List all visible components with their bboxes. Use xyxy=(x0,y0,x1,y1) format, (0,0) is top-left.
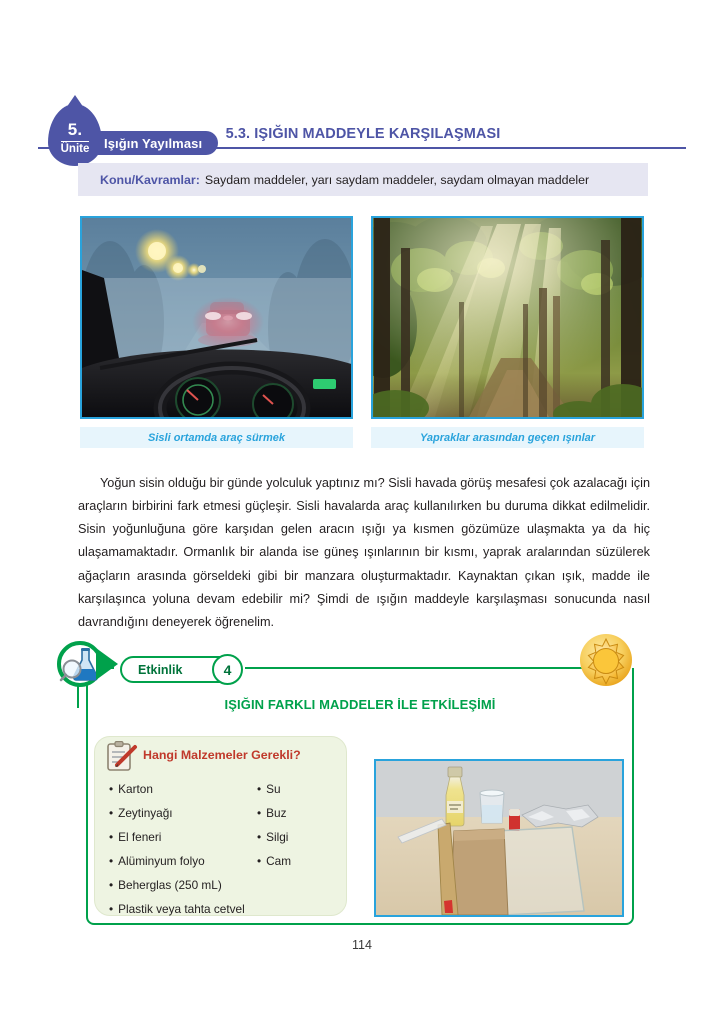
materials-column-right xyxy=(257,777,341,921)
cardboard xyxy=(450,829,508,915)
unit-word: Ünite xyxy=(60,142,90,155)
concepts-bar xyxy=(78,163,648,196)
materials-heading-text: Hangi Malzemeler Gerekli? xyxy=(143,748,301,762)
list-item xyxy=(257,849,341,873)
list-item-label: Silgi xyxy=(266,830,289,844)
activity-emblem-stem xyxy=(77,686,79,708)
list-item xyxy=(257,825,341,849)
bullet-icon: • xyxy=(257,830,262,844)
bullet-icon: • xyxy=(109,782,114,796)
materials-column-left xyxy=(109,777,257,921)
list-item-label: Su xyxy=(266,782,281,796)
activity-number-badge: 4 xyxy=(212,654,243,685)
list-item xyxy=(109,825,257,849)
bullet-icon: • xyxy=(109,830,114,844)
concepts-label: Konu/Kavramlar: xyxy=(100,172,200,187)
list-item-label: Buz xyxy=(266,806,287,820)
bullet-icon: • xyxy=(109,878,114,892)
list-item-label: Zeytinyağı xyxy=(118,806,173,820)
list-item xyxy=(109,801,257,825)
materials-card xyxy=(94,736,347,916)
bullet-icon: • xyxy=(257,854,262,868)
bullet-icon: • xyxy=(109,806,114,820)
activity-label: Etkinlik xyxy=(138,662,183,677)
sun-icon-glyph xyxy=(579,633,633,687)
figure-caption-right: Yapraklar arasından geçen ışınlar xyxy=(371,427,644,448)
activity-materials-photo xyxy=(374,759,624,917)
materials-list xyxy=(109,777,341,921)
water-beaker xyxy=(480,790,504,823)
list-item-label: El feneri xyxy=(118,830,162,844)
unit-number: 5. xyxy=(67,119,83,139)
list-item-label: Cam xyxy=(266,854,292,868)
figure-caption-left: Sisli ortamda araç sürmek xyxy=(80,427,353,448)
activity-title: IŞIĞIN FARKLI MADDELER İLE ETKİLEŞİMİ xyxy=(224,697,496,712)
forest-sunrays-photo xyxy=(371,216,644,419)
list-item xyxy=(257,801,341,825)
sun-icon xyxy=(579,633,633,687)
list-item xyxy=(109,873,257,897)
bullet-icon: • xyxy=(109,902,114,916)
activity-materials-illustration xyxy=(376,761,622,915)
glass-sheet xyxy=(496,827,584,915)
concepts-text: Saydam maddeler, yarı saydam maddeler, saydam olmayan maddeler xyxy=(204,172,590,187)
section-title: 5.3. IŞIĞIN MADDEYLE KARŞILAŞMASI xyxy=(225,126,501,142)
bullet-icon: • xyxy=(257,782,262,796)
list-item-label: Plastik veya tahta cetvel xyxy=(118,902,245,916)
bullet-icon: • xyxy=(109,854,114,868)
list-item-label: Alüminyum folyo xyxy=(118,854,205,868)
page-number: 114 xyxy=(352,938,372,952)
forest-sunrays-illustration xyxy=(373,218,642,417)
activity-arrow-icon xyxy=(96,648,118,680)
eraser xyxy=(509,809,520,831)
list-item xyxy=(257,777,341,801)
materials-heading xyxy=(95,737,348,773)
list-item xyxy=(109,897,257,921)
fog-driving-illustration xyxy=(82,218,351,417)
list-item-label: Beherglas (250 mL) xyxy=(118,878,222,892)
fog-driving-photo xyxy=(80,216,353,419)
list-item-label: Karton xyxy=(118,782,153,796)
unit-title: Işığın Yayılması xyxy=(104,135,203,151)
oil-bottle xyxy=(446,767,464,826)
body-paragraph: Yoğun sisin olduğu bir günde yolculuk yaptınız mı? Sisli havada görüş mesafesi çok azalacağı için araçların birbirini fark etmesi güçleşir. Sisli havalarda araç kullanılırken bu duruma dikkat edilmelidir. Sisin yoğunluğuna göre karşıdan gelen aracın ışığı ya kısmen gözümüze ulaşmakta ya da hiç ulaşamamaktadır. Ormanlık bir alanda ise güneş ışınlarının bir kısmı, yaprak aralarından süzülerek ağaçların arasında görseldeki gibi bir manzara oluşturmaktadır. Kaynaktan çıkan ışık, madde ile karşılaşınca yoluna devam edebilir mi? Şimdi de ışığın maddeyle karşılaşması sonucunda nasıl davrandığını deneyerek öğrenelim. xyxy=(78,475,650,629)
list-item xyxy=(109,849,257,873)
bullet-icon: • xyxy=(257,806,262,820)
list-item xyxy=(109,777,257,801)
